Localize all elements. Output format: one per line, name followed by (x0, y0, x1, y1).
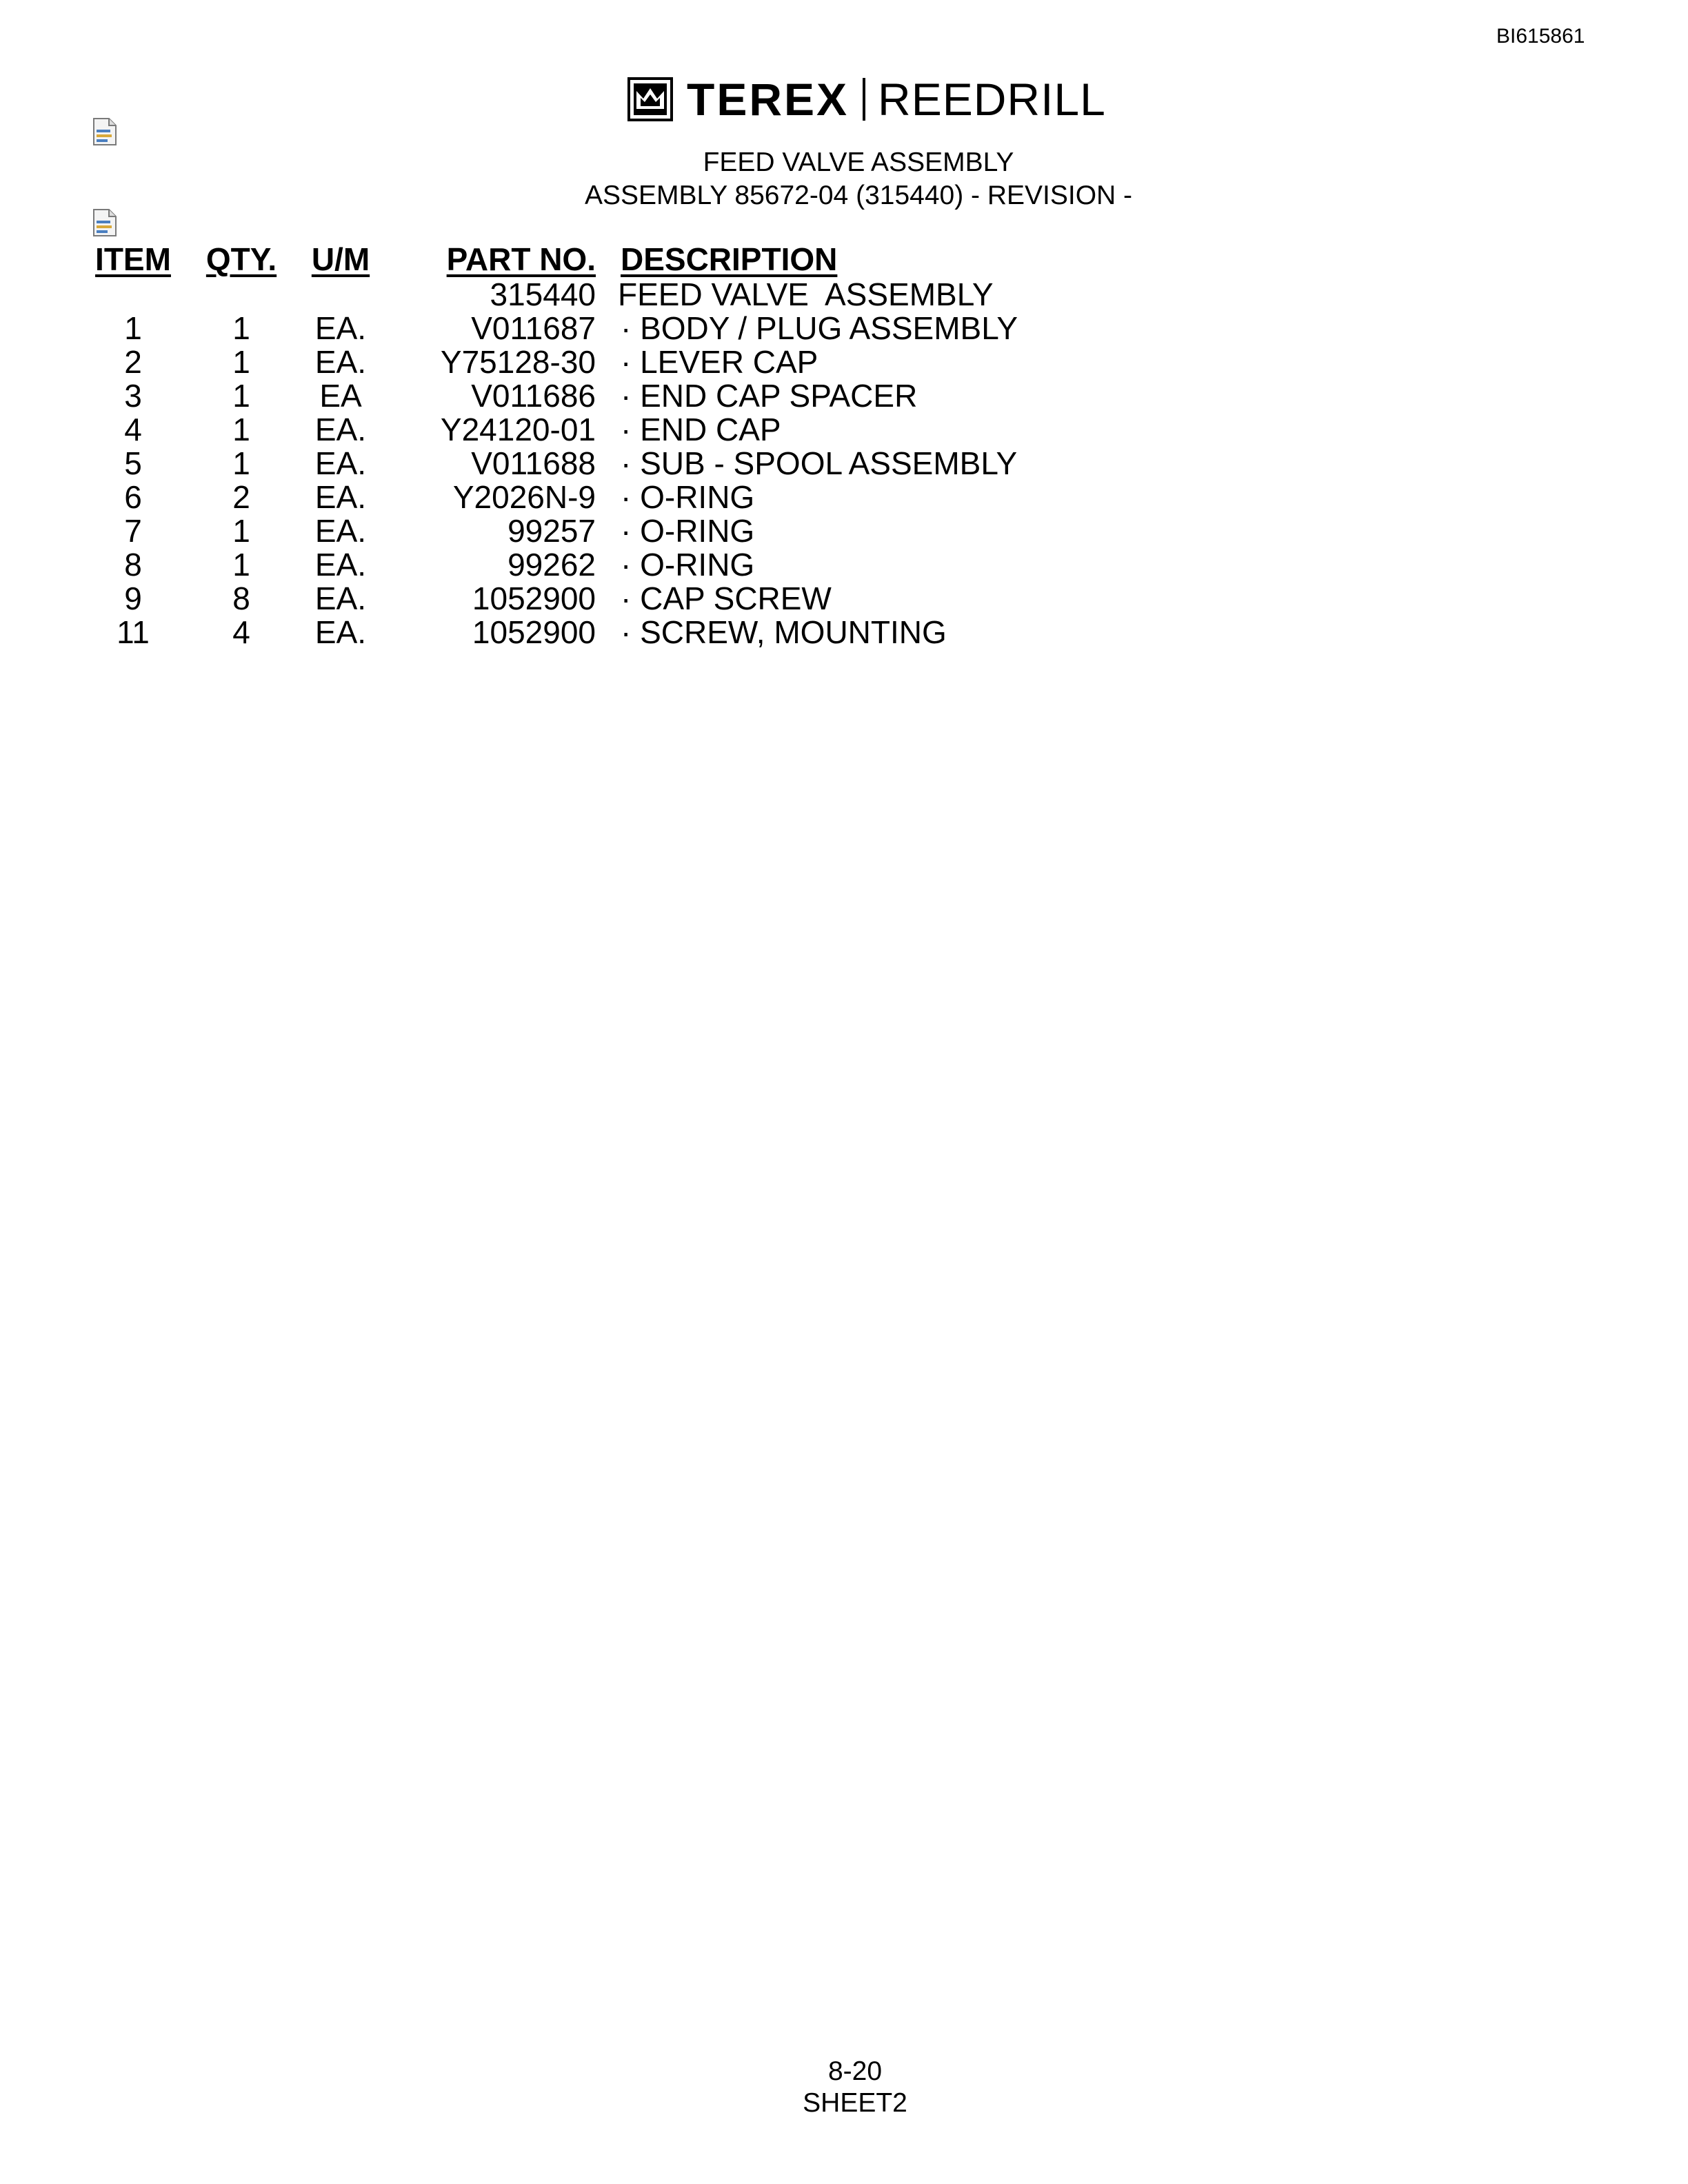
description-cell: · CAP SCREW (621, 580, 832, 616)
assembly-subtitle: ASSEMBLY 85672-04 (315440) - REVISION - (584, 181, 1133, 210)
sheet-label: SHEET2 (803, 2088, 907, 2118)
um-cell: EA. (314, 445, 367, 481)
item-cell: 11 (117, 614, 150, 650)
parts-list-table (90, 238, 1018, 649)
qty-cell: 4 (232, 614, 250, 650)
page-footer (0, 2056, 1688, 2119)
column-header-qty: QTY. (205, 241, 277, 277)
column-header-item: ITEM (95, 241, 171, 277)
table-row (90, 481, 1018, 514)
um-cell: EA. (314, 614, 367, 650)
part-no-cell: 315440 (490, 276, 596, 312)
part-no-cell: V011687 (471, 310, 596, 346)
qty-cell: 2 (232, 479, 250, 515)
table-header-row (90, 238, 1018, 278)
item-cell: 7 (124, 513, 142, 549)
logo-brand-terex: TEREX (687, 74, 850, 125)
description-cell: · SCREW, MOUNTING (621, 614, 947, 650)
part-no-cell: Y75128-30 (440, 344, 596, 380)
description-cell: · O-RING (621, 513, 755, 549)
qty-cell: 8 (232, 580, 250, 616)
part-no-cell: Y2026N-9 (452, 479, 596, 515)
table-row (90, 514, 1018, 548)
description-cell: · SUB - SPOOL ASSEMBLY (621, 445, 1018, 481)
part-no-cell: 1052900 (472, 580, 596, 616)
um-cell: EA. (314, 580, 367, 616)
table-row (90, 278, 1018, 312)
part-no-cell: 99257 (508, 513, 596, 549)
description-cell: · LEVER CAP (621, 344, 818, 380)
item-cell: 8 (124, 547, 142, 583)
qty-cell: 1 (232, 378, 250, 414)
item-cell (90, 278, 177, 312)
um-cell: EA. (314, 310, 367, 346)
terex-reedrill-logo (627, 74, 1106, 124)
description-cell: · END CAP (621, 412, 781, 447)
part-no-cell: V011688 (471, 445, 596, 481)
um-cell: EA. (314, 412, 367, 447)
qty-cell: 1 (232, 344, 250, 380)
logo-divider (863, 78, 865, 121)
part-no-cell: 1052900 (472, 614, 596, 650)
table-row (90, 582, 1018, 616)
um-cell: EA. (314, 513, 367, 549)
qty-cell: 1 (232, 445, 250, 481)
um-cell: EA. (314, 547, 367, 583)
column-header-um: U/M (311, 241, 370, 277)
um-cell (306, 278, 375, 312)
part-no-cell: Y24120-01 (440, 412, 596, 447)
item-cell: 5 (124, 445, 142, 481)
description-cell: · BODY / PLUG ASSEMBLY (621, 310, 1018, 346)
assembly-title-block (0, 146, 1688, 212)
item-cell: 3 (124, 378, 142, 414)
qty-cell: 1 (232, 310, 250, 346)
item-cell: 4 (124, 412, 142, 447)
qty-cell: 1 (232, 547, 250, 583)
item-cell: 9 (124, 580, 142, 616)
description-cell: · END CAP SPACER (621, 378, 918, 414)
qty-cell: 1 (232, 412, 250, 447)
um-cell: EA. (314, 479, 367, 515)
um-cell: EA (319, 378, 362, 414)
column-header-description: DESCRIPTION (621, 241, 838, 277)
part-no-cell: V011686 (471, 378, 596, 414)
part-no-cell: 99262 (508, 547, 596, 583)
qty-cell: 1 (232, 513, 250, 549)
description-cell: FEED VALVE ASSEMBLY (618, 276, 994, 312)
table-row (90, 548, 1018, 582)
document-icon[interactable] (92, 117, 117, 146)
description-cell: · O-RING (621, 547, 755, 583)
document-id: BI615861 (1496, 25, 1585, 48)
logo-brand-reedrill: REEDRILL (878, 74, 1106, 125)
item-cell: 1 (124, 310, 142, 346)
qty-cell (177, 278, 306, 312)
description-cell: · O-RING (621, 479, 755, 515)
table-row (90, 345, 1018, 379)
terex-logo-mark-icon (627, 77, 673, 121)
document-icon[interactable] (92, 208, 117, 237)
table-row (90, 447, 1018, 481)
table-row (90, 379, 1018, 413)
item-cell: 6 (124, 479, 142, 515)
table-row (90, 413, 1018, 447)
table-row (90, 616, 1018, 649)
table-row (90, 312, 1018, 345)
um-cell: EA. (314, 344, 367, 380)
page-number: 8-20 (827, 2056, 883, 2086)
item-cell: 2 (124, 344, 142, 380)
assembly-title: FEED VALVE ASSEMBLY (703, 148, 1014, 177)
column-header-part-no: PART NO. (446, 241, 596, 277)
